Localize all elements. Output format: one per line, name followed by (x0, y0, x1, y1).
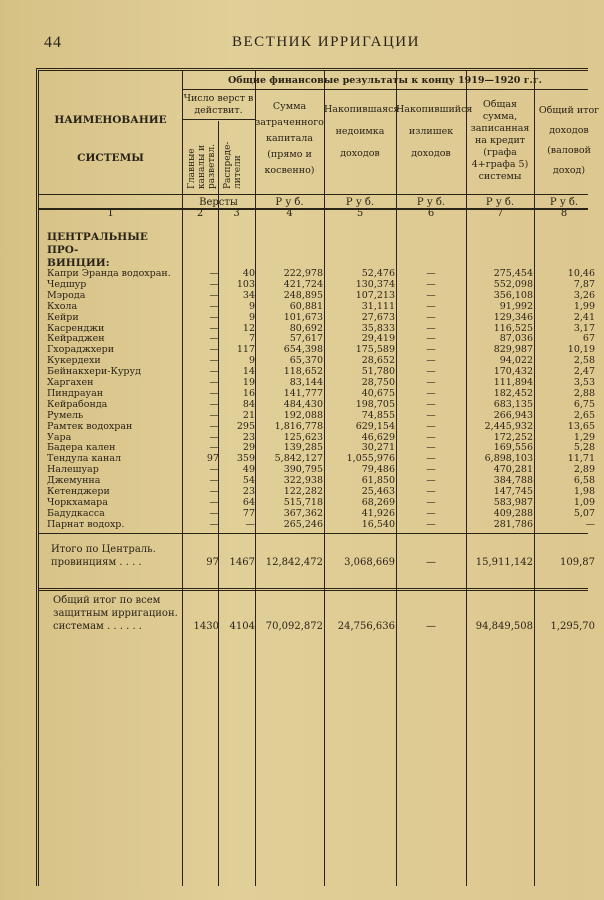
section-title-line-1: ЦЕНТРАЛЬНЫЕ ПРО- (47, 231, 148, 256)
col-number: 3 (233, 208, 240, 219)
row-cell-c7: 169,556 (493, 442, 533, 454)
subtotal-c5: 3,068,669 (344, 557, 395, 568)
row-cell-c4: 118,652 (283, 366, 323, 378)
row-name: Кхола (47, 300, 78, 312)
row-cell-c8: 6,58 (573, 475, 595, 487)
row-cell-c5: 79,486 (361, 464, 395, 476)
row-cell-c5: 29,419 (361, 333, 395, 345)
col-number: 5 (356, 208, 364, 219)
row-cell-c5: 31,111 (361, 300, 395, 312)
row-cell-c6: — (426, 453, 436, 465)
row-cell-c7: 266,943 (493, 409, 533, 421)
row-name: Кукердехи (47, 355, 101, 367)
row-name: Харгахен (47, 377, 94, 388)
row-cell-c4: 101,673 (283, 311, 323, 323)
row-cell-c5: 107,213 (355, 289, 395, 301)
unit-rub-5: Р у б. (345, 197, 375, 208)
row-cell-c7: 170,432 (493, 366, 533, 378)
col-number: 4 (286, 208, 293, 219)
table-row (39, 268, 595, 279)
row-name: Чедшур (47, 278, 87, 290)
row-cell-c3: 19 (242, 377, 255, 388)
journal-title: ВЕСТНИК ИРРИГАЦИИ (232, 34, 420, 50)
row-cell-c6: — (426, 300, 436, 312)
row-cell-c7: 356,108 (493, 289, 533, 301)
subtotal-c6: — (426, 557, 436, 568)
col-number: 1 (107, 208, 114, 219)
row-cell-c5: 27,673 (361, 311, 395, 323)
row-cell-c6: — (426, 278, 436, 290)
col2-subheader: Главные каналы и разветвл. (187, 143, 217, 189)
grand-total-c4: 70,092,872 (265, 621, 323, 632)
group-title: Общие финансовые результаты к концу 1919—1920 г.г. (228, 75, 542, 86)
table-row (39, 333, 595, 345)
row-cell-c8: 67 (582, 333, 595, 345)
row-cell-c3: 359 (236, 453, 255, 465)
table-row (39, 322, 595, 334)
row-cell-c4: 83,144 (289, 377, 323, 388)
row-cell-c2: — (209, 333, 219, 345)
unit-rub-6: Р у б. (416, 197, 446, 208)
row-cell-c3: 12 (242, 322, 255, 334)
row-name: Мэрода (47, 289, 86, 301)
name-column-header-2: СИСТЕМЫ (77, 152, 144, 164)
unit-rub-4: Р у б. (275, 197, 304, 208)
row-cell-c5: 41,926 (361, 507, 395, 519)
row-cell-c5: 51,780 (361, 366, 395, 378)
row-cell-c6: — (426, 442, 436, 454)
row-cell-c2: — (209, 268, 219, 279)
row-name: Касренджи (47, 322, 105, 334)
table-row (39, 442, 595, 454)
row-cell-c2: — (209, 366, 219, 378)
row-cell-c8: 10,46 (567, 268, 595, 279)
row-cell-c6: — (426, 420, 436, 432)
col8-header: Общий итог доходов (валовой доход) (538, 105, 600, 176)
grand-total-c2: 1430 (193, 621, 219, 632)
row-cell-c2: — (209, 289, 219, 301)
row-cell-c3: 77 (242, 507, 255, 519)
row-cell-c4: 390,795 (283, 464, 323, 476)
col-number: 8 (560, 208, 568, 219)
row-cell-c3: 40 (242, 268, 255, 279)
grand-total-c5: 24,756,636 (337, 621, 395, 632)
row-cell-c7: 281,786 (493, 518, 533, 530)
subtotal-c8: 109,87 (560, 557, 595, 568)
unit-rub-7: Р у б. (485, 197, 515, 208)
row-name: Бадера кален (47, 442, 116, 454)
row-cell-c2: — (209, 409, 219, 421)
row-name: Джемунна (47, 475, 101, 487)
grand-total-label-2: защитным ирригацион. (53, 608, 178, 619)
row-cell-c3: 64 (242, 496, 255, 508)
row-cell-c6: — (426, 475, 436, 487)
row-name: Гхораджхери (47, 344, 115, 356)
section-title (47, 231, 182, 270)
row-name: Кейрабонда (47, 398, 108, 410)
subtotal-rule (39, 533, 588, 534)
row-cell-c4: 80,692 (289, 322, 323, 334)
table-row (39, 289, 595, 301)
subtotal-label-2: провинциям . . . . (51, 557, 142, 568)
table-row (39, 486, 595, 497)
row-cell-c2: — (209, 496, 219, 508)
grand-total-label-1: Общий итог по всем (53, 595, 161, 606)
col3-subheader: Распреде-лители (223, 141, 243, 189)
row-cell-c7: 6,898,103 (484, 453, 533, 465)
row-cell-c3: 49 (242, 464, 255, 476)
row-cell-c3: 295 (236, 420, 255, 432)
row-cell-c2: — (209, 398, 219, 410)
col-number: 6 (427, 208, 435, 219)
col4-header: Сумма затраченного капитала (прямо и косвенно) (255, 101, 324, 176)
row-cell-c8: 10,19 (567, 344, 595, 356)
table-row (39, 464, 595, 476)
row-name: Кейри (47, 311, 79, 323)
row-cell-c7: 552,098 (493, 278, 533, 290)
table-row (39, 409, 595, 421)
row-cell-c5: 40,675 (361, 387, 395, 399)
row-cell-c7: 116,525 (493, 322, 533, 334)
page-number: 44 (44, 34, 62, 51)
row-cell-c6: — (426, 518, 436, 530)
row-cell-c4: 125,623 (283, 431, 323, 443)
grand-total-c6: — (426, 621, 436, 632)
row-cell-c4: 57,617 (289, 333, 323, 345)
row-cell-c8: 2,47 (573, 366, 595, 378)
row-cell-c8: 6,75 (573, 398, 595, 410)
subtotal-c7: 15,911,142 (475, 557, 533, 568)
row-cell-c2: — (209, 486, 219, 497)
row-cell-c3: 9 (248, 311, 255, 323)
row-cell-c7: 583,987 (493, 496, 533, 508)
row-name: Тендула канал (47, 453, 122, 465)
table-row (39, 475, 595, 487)
row-cell-c7: 829,987 (493, 344, 533, 356)
row-cell-c8: 2,88 (573, 387, 595, 399)
row-cell-c2: — (209, 518, 219, 530)
table-row (39, 377, 595, 388)
row-cell-c2: — (209, 464, 219, 476)
row-cell-c7: 182,452 (493, 387, 533, 399)
page-header (0, 30, 585, 56)
total-rule (39, 588, 588, 589)
row-cell-c3: 9 (248, 300, 255, 312)
header-rule (182, 89, 588, 90)
table-row (39, 300, 595, 312)
row-cell-c6: — (426, 398, 436, 410)
row-cell-c3: 14 (242, 366, 255, 378)
row-cell-c8: 2,65 (573, 409, 595, 421)
row-cell-c2: — (209, 442, 219, 454)
row-cell-c2: — (209, 507, 219, 519)
row-cell-c4: 265,246 (283, 518, 323, 530)
row-cell-c8: 7,87 (573, 278, 595, 290)
row-cell-c8: 2,41 (573, 311, 595, 323)
row-cell-c2: — (209, 420, 219, 432)
row-cell-c4: 248,895 (283, 289, 323, 301)
row-name: Румель (47, 409, 84, 421)
row-cell-c4: 60,881 (289, 300, 323, 312)
subtotal-c3: 1467 (229, 557, 255, 568)
row-cell-c5: 30,271 (361, 442, 395, 454)
row-cell-c4: 654,398 (283, 344, 323, 356)
row-name: Капри Эранда водохран. (47, 268, 171, 279)
row-cell-c2: — (209, 431, 219, 443)
row-cell-c7: 91,992 (499, 300, 533, 312)
subtotal-label-1: Итого по Централь. (51, 544, 156, 555)
row-cell-c8: 11,71 (567, 453, 595, 465)
row-cell-c7: 2,445,932 (484, 420, 533, 432)
row-name: Бадудкасса (47, 507, 105, 519)
row-cell-c6: — (426, 496, 436, 508)
name-column-header: НАИМЕНОВАНИЕ (54, 114, 167, 126)
table-row (39, 507, 595, 519)
row-cell-c6: — (426, 431, 436, 443)
table-row (39, 278, 595, 290)
row-cell-c2: — (209, 377, 219, 388)
row-cell-c7: 172,252 (493, 431, 533, 443)
row-cell-c4: 192,088 (283, 409, 323, 421)
row-cell-c8: 3,17 (573, 322, 595, 334)
row-name: Налешуар (47, 464, 99, 476)
row-cell-c5: 130,374 (355, 278, 395, 290)
row-cell-c3: 34 (242, 289, 255, 301)
row-cell-c2: — (209, 278, 219, 290)
row-cell-c4: 515,718 (283, 496, 323, 508)
table-row (39, 398, 595, 410)
row-cell-c5: 61,850 (361, 475, 395, 487)
row-cell-c8: 3,26 (573, 289, 595, 301)
row-cell-c5: 25,463 (361, 486, 395, 497)
row-cell-c4: 139,285 (283, 442, 323, 454)
row-cell-c3: 9 (248, 355, 255, 367)
row-cell-c7: 275,454 (493, 268, 533, 279)
row-cell-c5: 28,652 (361, 355, 395, 367)
row-cell-c8: 1,98 (573, 486, 595, 497)
total-rule (39, 590, 588, 591)
row-cell-c4: 65,370 (289, 355, 323, 367)
row-cell-c5: 74,855 (361, 409, 395, 421)
row-cell-c3: 84 (242, 398, 255, 410)
row-name: Рамтек водохран (47, 420, 133, 432)
row-cell-c2: — (209, 387, 219, 399)
col6-header: Накопившийся излишек доходов (396, 104, 473, 159)
row-cell-c6: — (426, 268, 436, 279)
row-cell-c4: 222,978 (283, 268, 323, 279)
row-cell-c2: — (209, 322, 219, 334)
table-row (39, 453, 595, 465)
row-cell-c6: — (426, 355, 436, 367)
row-cell-c6: — (426, 409, 436, 421)
row-name: Кетенджери (47, 486, 110, 497)
grand-total-label-3: системам . . . . . . (53, 621, 142, 632)
row-cell-c6: — (426, 377, 436, 388)
row-name: Пиндрауан (47, 387, 104, 399)
table-row (39, 366, 595, 378)
row-cell-c7: 111,894 (493, 377, 533, 388)
row-cell-c4: 322,938 (283, 475, 323, 487)
row-cell-c7: 147,745 (493, 486, 533, 497)
row-cell-c5: 28,750 (361, 377, 395, 388)
row-cell-c6: — (426, 333, 436, 345)
row-cell-c5: 175,589 (355, 344, 395, 356)
row-cell-c8: 1,99 (573, 300, 595, 312)
row-cell-c6: — (426, 387, 436, 399)
row-cell-c7: 94,022 (499, 355, 533, 367)
row-cell-c3: 16 (242, 387, 255, 399)
col-number: 2 (196, 208, 204, 219)
row-cell-c6: — (426, 464, 436, 476)
row-cell-c3: 117 (236, 344, 255, 356)
row-cell-c6: — (426, 366, 436, 378)
row-cell-c5: 52,476 (361, 268, 395, 279)
row-cell-c6: — (426, 486, 436, 497)
row-cell-c3: 23 (242, 431, 255, 443)
row-cell-c2: — (209, 355, 219, 367)
grand-total-c7: 94,849,508 (475, 621, 533, 632)
row-cell-c7: 683,135 (493, 398, 533, 410)
row-cell-c3: 21 (242, 409, 255, 421)
table-row (39, 518, 595, 530)
row-name: Уара (47, 431, 72, 443)
unit-rub-8: Р у б. (549, 197, 579, 208)
row-name: Чоркхамара (47, 496, 108, 508)
row-cell-c4: 122,282 (283, 486, 323, 497)
table-row (39, 387, 595, 399)
subtotal-c2: 97 (206, 557, 219, 568)
row-cell-c8: 2,89 (573, 464, 595, 476)
table-row (39, 431, 595, 443)
row-cell-c7: 129,346 (493, 311, 533, 323)
row-cell-c5: 16,540 (361, 518, 395, 530)
row-cell-c8: — (585, 518, 595, 530)
row-cell-c7: 87,036 (499, 333, 533, 345)
grand-total-c3: 4104 (229, 621, 255, 632)
row-cell-c8: 1,29 (573, 431, 595, 443)
row-cell-c4: 1,816,778 (274, 420, 323, 432)
grand-total-c8: 1,295,70 (550, 621, 595, 632)
row-cell-c8: 13,65 (567, 420, 595, 432)
row-cell-c7: 384,788 (493, 475, 533, 487)
row-name: Бейнакхери-Куруд (47, 366, 141, 378)
row-cell-c5: 68,269 (361, 496, 395, 508)
row-cell-c4: 367,362 (283, 507, 323, 519)
row-cell-c5: 198,705 (355, 398, 395, 410)
row-name: Кейраджен (47, 333, 105, 345)
row-cell-c5: 629,154 (355, 420, 395, 432)
row-cell-c7: 409,288 (493, 507, 533, 519)
unit-versts: Версты (199, 197, 238, 208)
row-cell-c2: — (209, 300, 219, 312)
row-cell-c3: 54 (242, 475, 255, 487)
row-cell-c8: 1,09 (573, 496, 595, 508)
table-row (39, 420, 595, 432)
col5-header: Накопившаяся недоимка доходов (324, 104, 400, 159)
row-cell-c6: — (426, 322, 436, 334)
row-cell-c3: — (245, 518, 255, 530)
table-row (39, 496, 595, 508)
row-cell-c6: — (426, 289, 436, 301)
row-name: Парнат водохр. (47, 518, 125, 530)
row-cell-c4: 421,724 (283, 278, 323, 290)
row-cell-c4: 5,842,127 (274, 453, 323, 465)
row-cell-c2: 97 (206, 453, 219, 465)
finance-table (36, 68, 600, 886)
row-cell-c6: — (426, 311, 436, 323)
row-cell-c2: — (209, 311, 219, 323)
row-cell-c3: 7 (248, 333, 255, 345)
row-cell-c8: 3,53 (573, 377, 595, 388)
row-cell-c4: 141,777 (283, 387, 323, 399)
subtotal-c4: 12,842,472 (265, 557, 323, 568)
section-title-line-2: ВИНЦИИ: (47, 257, 110, 269)
row-cell-c8: 5,28 (573, 442, 595, 454)
row-cell-c5: 35,833 (361, 322, 395, 334)
table-row (39, 344, 595, 356)
row-cell-c2: — (209, 475, 219, 487)
versts-rule (182, 119, 255, 120)
row-cell-c8: 5,07 (573, 507, 595, 519)
row-cell-c3: 103 (236, 278, 255, 290)
versts-column-header: Число верст в действит. (183, 93, 254, 116)
col7-header: Общая сумма, записанная на кредит (графа 4+графа 5) системы (470, 99, 530, 182)
row-cell-c8: 2,58 (573, 355, 595, 367)
row-cell-c3: 23 (242, 486, 255, 497)
col-number: 7 (496, 208, 504, 219)
row-cell-c2: — (209, 344, 219, 356)
row-cell-c5: 1,055,976 (346, 453, 395, 465)
table-row (39, 355, 595, 367)
table-row (39, 311, 595, 323)
row-cell-c6: — (426, 344, 436, 356)
row-cell-c5: 46,629 (361, 431, 395, 443)
row-cell-c6: — (426, 507, 436, 519)
row-cell-c7: 470,281 (493, 464, 533, 476)
row-cell-c3: 29 (242, 442, 255, 454)
row-cell-c4: 484,430 (283, 398, 323, 410)
